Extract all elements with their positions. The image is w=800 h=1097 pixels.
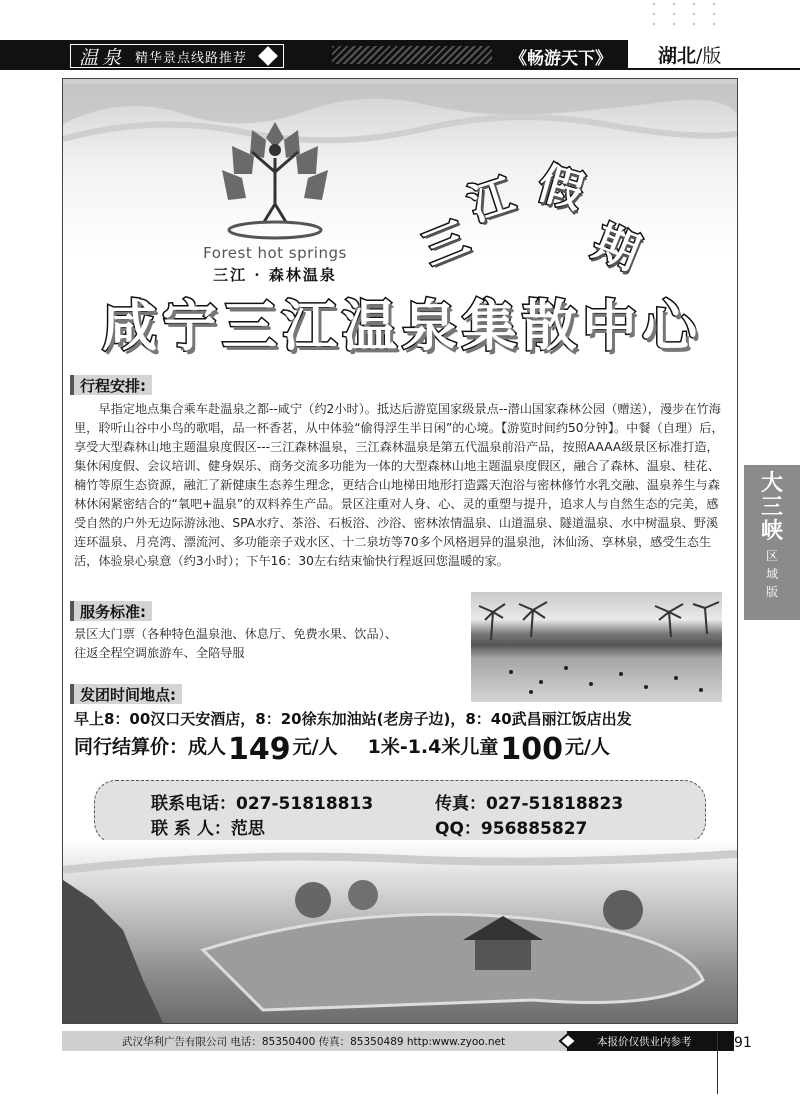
qq-number[interactable]: 956885827 — [480, 819, 588, 839]
main-title: 咸宁三江温泉集散中心 — [101, 293, 702, 358]
column-subtitle: 精华景点线路推荐 — [135, 50, 248, 66]
region-side-tab — [744, 465, 800, 620]
service-heading: 服务标准: — [70, 601, 152, 621]
mountain-silhouette — [63, 84, 737, 154]
diamond-icon — [258, 46, 278, 66]
page-number: 91 — [734, 1035, 752, 1051]
person-row — [151, 814, 265, 839]
forest-spring-logo — [212, 118, 338, 242]
price-unit: 元/人 — [564, 736, 610, 758]
slant-title-char: 三 — [415, 212, 476, 277]
footer-note — [567, 1031, 734, 1051]
fax-row — [435, 789, 623, 814]
service-text — [74, 625, 474, 663]
region-edition — [628, 40, 800, 70]
fax-label: 传真： — [435, 794, 486, 814]
footer-note-text: 本报价仅供业内参考 — [597, 1035, 692, 1048]
fax-number: 027-51818823 — [486, 794, 624, 814]
column-title: 温泉 — [79, 46, 126, 69]
contact-person: 范思 — [230, 819, 265, 839]
itinerary-heading: 行程安排: — [70, 375, 152, 395]
child-price: 100 — [500, 732, 563, 767]
slant-title-char: 期 — [586, 216, 647, 281]
header-bar — [0, 40, 800, 70]
side-tab-char: 大 — [760, 470, 783, 496]
header-stripe — [332, 46, 492, 64]
footer-bar — [62, 1031, 734, 1051]
dot-pattern — [650, 0, 750, 36]
phone-number[interactable]: 027-51818813 — [236, 794, 374, 814]
side-tab-char: 区 — [765, 549, 778, 563]
pool-photo — [471, 592, 722, 702]
price-unit: 元/人 — [292, 736, 338, 758]
contact-box — [94, 780, 706, 844]
service-line: 往返全程空调旅游车、全陪导服 — [74, 646, 245, 660]
itinerary-text: 早指定地点集合乘车赴温泉之都--咸宁（约2小时）。抵达后游览国家级景点--潜山国家森林公园（赠送），漫步在竹海里，聆听山谷中小鸟的歌唱，品一杯香茗，从中体验“偷得浮生半日闲”的心境。【游览时间约50分钟】。中餐（自理）后，享受大型森林山地主题温泉度假区---三江森林温泉，三江森林温泉是第五代温泉前沿产品，按照AAAA级景区标准打造，集休闲度假、会议培训、健身娱乐、商务交流多功能为一体的大型森林山地主题温泉度假区，融合了森林、温泉、桂花、楠竹等原生态资源，融汇了新健康生态养生理念，更结合山地梯田地形打造露天泡浴与密林修竹水乳交融、温泉养生与森林休闲紧密结合的“氧吧+温泉”的双料养生产品。景区注重对人身、心、灵的重塑与提升，追求人与自然生态的完美，感受自然的户外无边际游泳池、SPA水疗、茶浴、石板浴、沙浴、密林浓情温泉、山道温泉、隧道温泉、水中树温泉、野溪连环温泉、月亮湾、漂流河、多功能亲子戏水区、十二泉坊等70多个风格迥异的温泉池，沐仙汤、享林泉，感受生态生活，体验泉心泉意（约3小时）；下午16：30左右结束愉快行程返回您温暖的家。 — [74, 402, 724, 568]
side-tab-char: 三 — [760, 494, 783, 520]
magazine-name: 《畅游天下》 — [510, 49, 612, 69]
slant-title-char: 江 — [462, 169, 521, 232]
side-tab-char: 版 — [765, 585, 778, 599]
side-tab-char: 域 — [765, 567, 778, 581]
slant-title-char: 假 — [532, 157, 589, 219]
arrow-icon — [558, 1033, 578, 1049]
phone-label: 联系电话： — [151, 794, 236, 814]
side-tab-char: 峡 — [760, 518, 783, 544]
price-line — [74, 732, 734, 767]
price-label: 同行结算价：成人 — [74, 736, 227, 758]
departure-text: 早上8：00汉口天安酒店，8：20徐东加油站(老房子边)，8：40武昌丽江饭店出发 — [74, 710, 632, 728]
footer-publisher: 武汉华利广告有限公司 电话：85350400 传真：85350489 http:www.zyoo.net — [122, 1036, 506, 1048]
phone-row — [151, 789, 373, 814]
departure-heading: 发团时间地点: — [70, 684, 182, 704]
logo-english: Forest hot springs — [203, 244, 347, 262]
child-price-label: 1米-1.4米儿童 — [367, 736, 499, 758]
column-tag — [70, 44, 284, 68]
qq-label: QQ： — [435, 819, 481, 839]
adult-price: 149 — [228, 732, 291, 767]
logo-chinese: 三江 · 森林温泉 — [213, 266, 337, 284]
region-name: 湖北 — [658, 44, 697, 67]
person-label: 联 系 人： — [151, 819, 231, 839]
service-line: 景区大门票（各种特色温泉池、休息厅、免费水果、饮品）、 — [74, 627, 397, 641]
region-suffix: /版 — [696, 44, 722, 67]
palm-trees-icon — [471, 592, 722, 702]
resort-photo — [63, 840, 737, 1023]
qq-row — [435, 814, 587, 839]
footer-rule — [717, 1032, 718, 1094]
resort-scene — [63, 840, 737, 1023]
